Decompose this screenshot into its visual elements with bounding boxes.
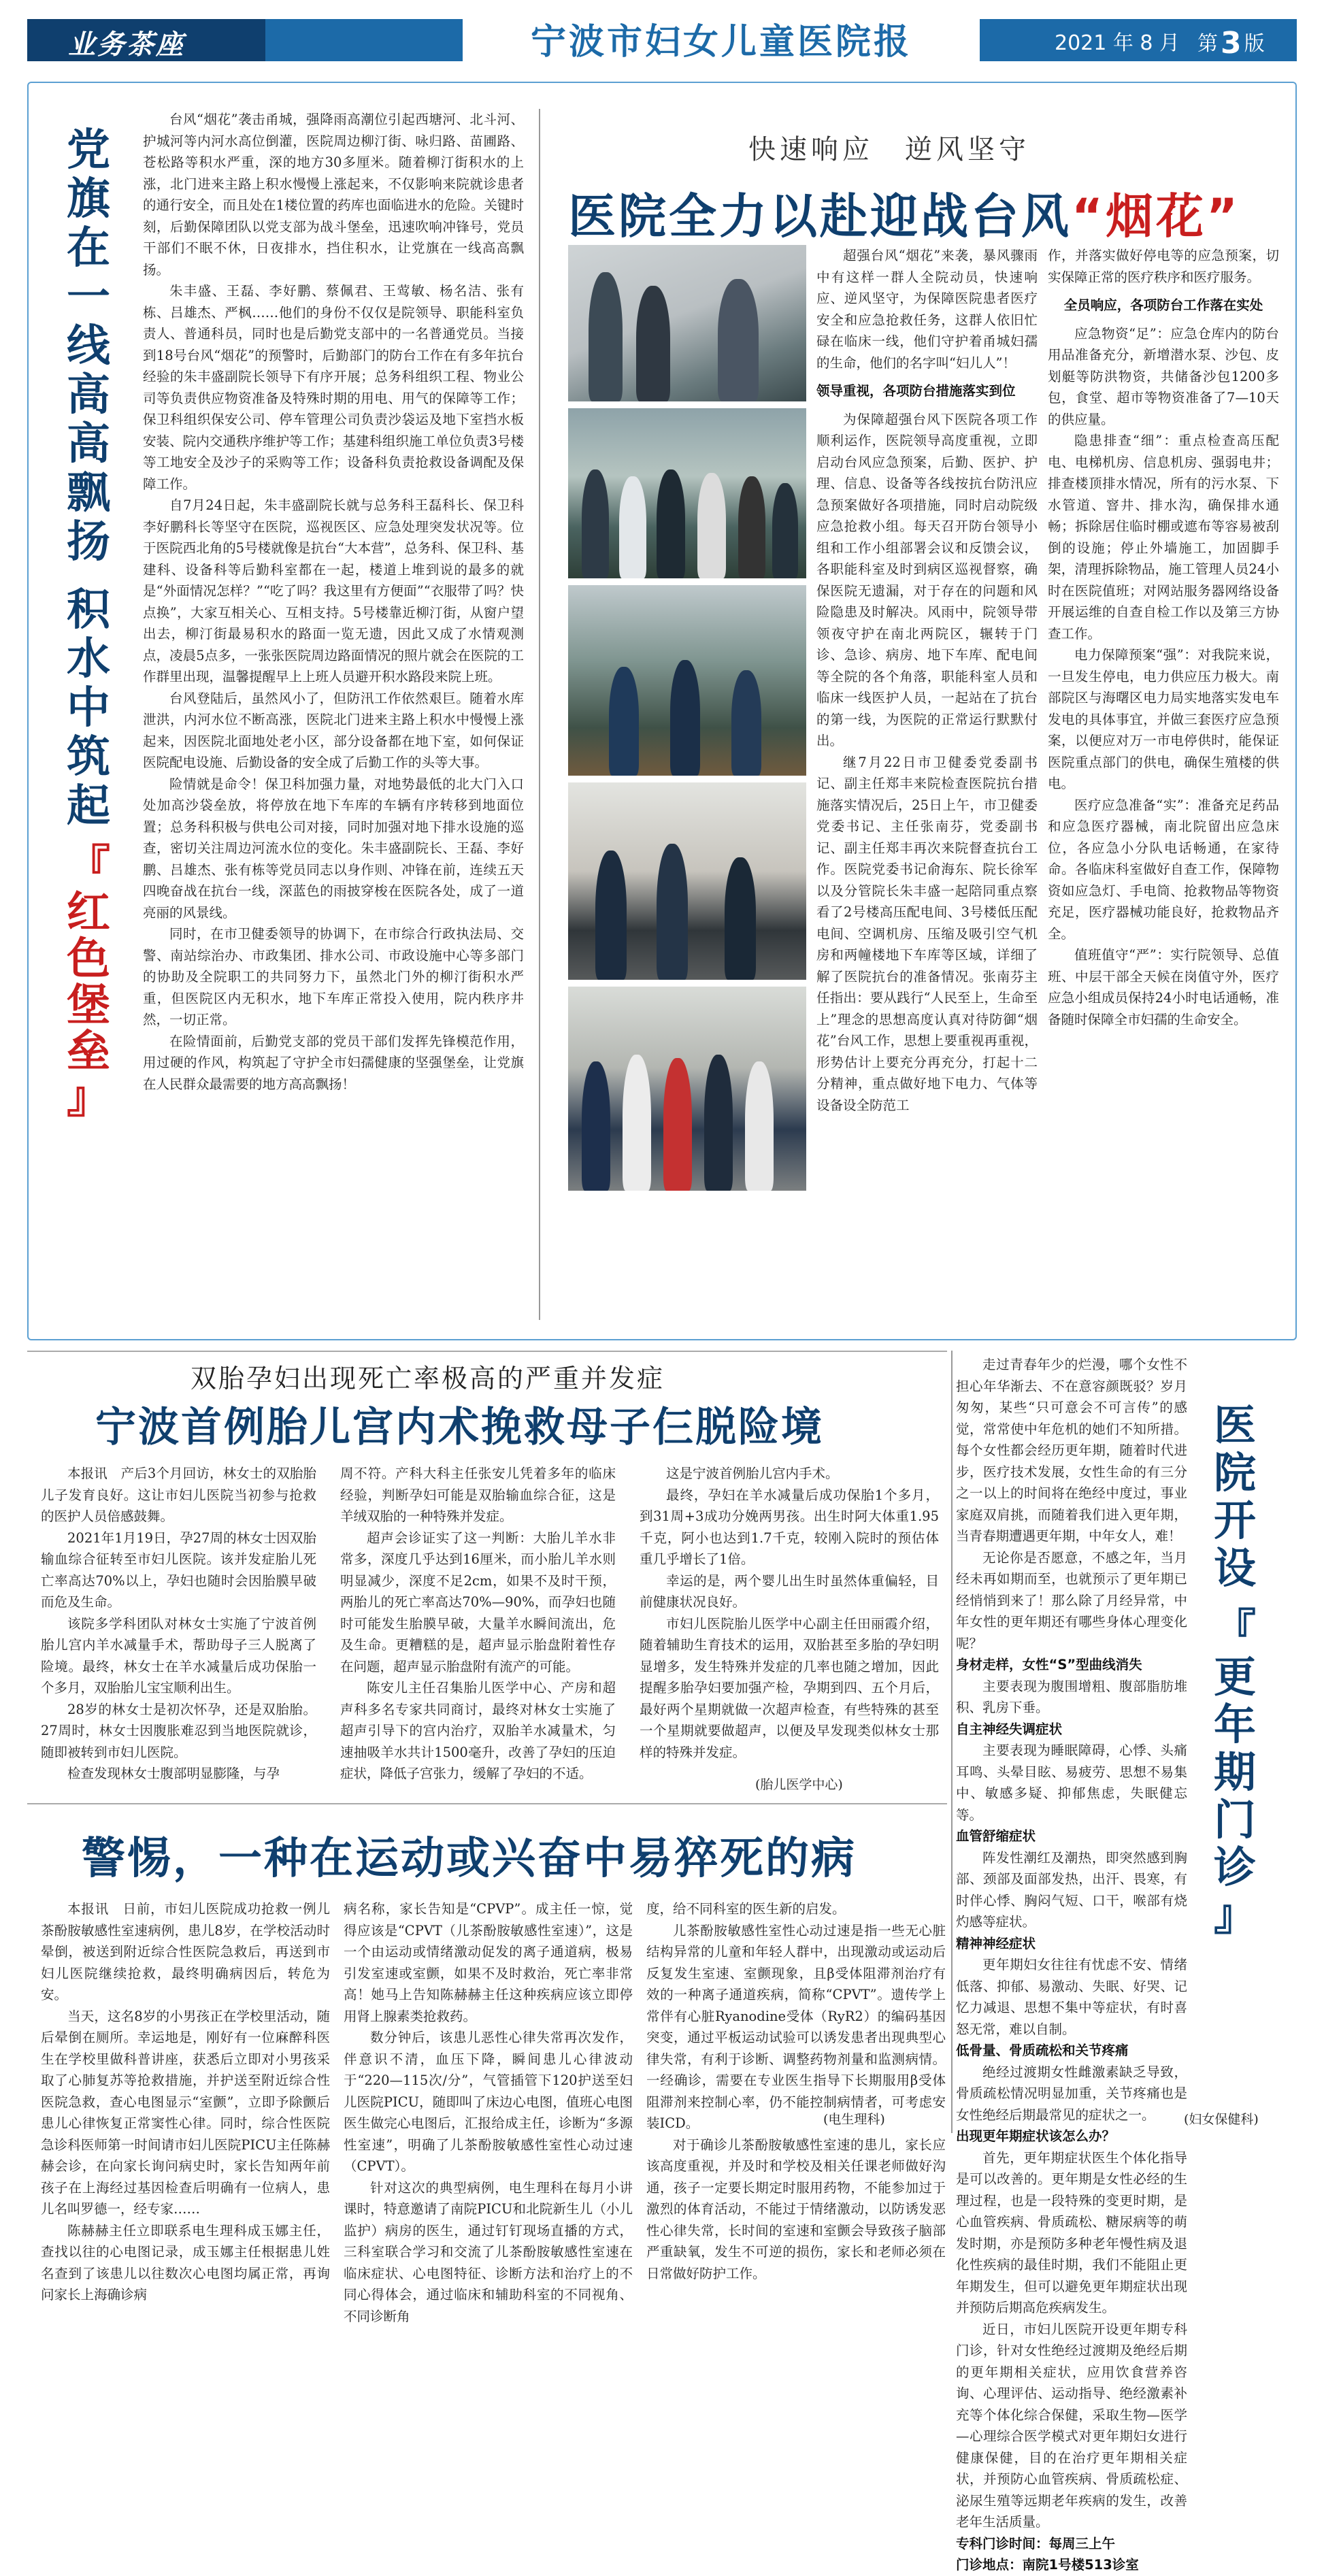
article2-headline: [568, 178, 1240, 247]
column-divider: [951, 1351, 953, 2133]
article1-body: [143, 109, 524, 1327]
article5-title-char: 『: [1213, 1604, 1256, 1654]
article2-paragraph: 值班值守“严”：实行院领导、总值班、中层干部全天候在岗值守外，医疗应急小组成员保持24小时电话通畅，准备随时保障全市妇孺的生命安全。: [1048, 947, 1279, 1027]
article1-title-char: 起: [67, 781, 110, 831]
divider: [27, 1803, 947, 1804]
article4-paragraph: 当天，这名8岁的小男孩正在学校里活动，随后晕倒在厕所。幸运地是，刚好有一位麻醉科医生在学校里做科普讲座，获悉后立即对小男孩采取了心肺复苏等抢救措施，并护送至附近综合性医院急救，查心电图显示“室颤”，立即予除颤后患儿心律恢复正常窦性心律。同时，综合性医院急诊科医师第一时间请市妇儿医院PICU主任陈赫赫会诊，在向家长询问病史时，家长告知两年前孩子在上海经过基因检查后明确有一位病人，患儿名叫罗德一，经专家……: [41, 2008, 330, 2217]
article4-paragraph: 病名称，家长告知是“CPVP”。成主任一惊，觉得应该是“CPVT（儿茶酚胺敏感性室速）”，这是一个由运动或情绪激动促发的离子通道病，极易引发室速或室颤，如果不及时救治，死亡率非常高！她马上告知陈赫赫主任这种疾病应该立即停用肾上腺素类抢救药。: [344, 1901, 633, 2024]
article5-subhead: 身材走样，女性“S”型曲线消失: [956, 1657, 1142, 1672]
article5-title-char: 设: [1213, 1543, 1256, 1593]
photo-team-outdoor: [568, 408, 806, 578]
article5-paragraph: 绝经过渡期女性雌激素缺乏导致，骨质疏松情况明显加重，关节疼痛也是女性绝经后期最常见的症状之一。: [956, 2064, 1187, 2123]
article5-title-char: 』: [1213, 1890, 1256, 1940]
article5-title-line1: [1204, 1402, 1265, 1592]
section-name: 业务茶座: [68, 29, 185, 61]
article3-paragraph: 本报讯 产后3个月回访，林女士的双胎胎儿子发育良好。这让市妇儿医院当初参与抢救的医护人员倍感鼓舞。: [41, 1466, 316, 1524]
column-divider: [539, 109, 540, 1320]
article1-title-char: 』: [67, 1073, 110, 1123]
article2-paragraph: 应急物资“足”：应急仓库内的防台用品准备充分，新增潜水泵、沙包、皮划艇等防洪物资，共储备沙包1200多包，食堂、超市等物资准备了7—10天的供应量。: [1048, 325, 1279, 427]
article2-kicker: 快速响应 逆风坚守: [748, 134, 1030, 165]
article5-clinic-time: 专科门诊时间：每周三上午: [956, 2535, 1116, 2552]
photo-equipment-room: [568, 245, 806, 401]
photo-inspection: [568, 987, 806, 1191]
article5-title-char: 医: [1213, 1400, 1256, 1450]
article4-paragraph: 度，给不同科室的医生新的启发。: [646, 1901, 846, 1917]
article5-clinic-location: 门诊地点：南院1号楼513诊室: [956, 2557, 1139, 2573]
article2-paragraph: 隐患排查“细”：重点检查高压配电、电梯机房、信息机房、强弱电井；排查楼顶排水情况，所有的污水泵、下水管道、窨井、排水沟，确保排水通畅；拆除居住临时棚或遮布等容易被刮倒的设施；停止外墙施工，加固脚手架，清理拆除物品，施工管理人员24小时在医院值班；对网站服务器网络设备开展运维的自查自检工作以及第三方协查工作。: [1048, 433, 1279, 642]
article3-kicker: 双胎孕妇出现死亡率极高的严重并发症: [191, 1364, 665, 1393]
article3-paragraph: 超声会诊证实了这一判断：大胎儿羊水非常多，深度几乎达到16厘米，而小胎儿羊水则明显减少，深度不足2cm，如果不及时干预，两胎儿的死亡率高达70%—90%，而孕妇也随时可能发生胎膜早破，大量羊水瞬间流出，危及生命。更糟糕的是，超声显示胎盘附着性存在问题，超声显示胎盘附有流产的可能。: [340, 1530, 616, 1674]
article3-paragraph: 检查发现林女士腹部明显膨隆，与孕: [67, 1766, 280, 1781]
article4-paragraph: 针对这次的典型病例，电生理科在每月小讲课时，特意邀请了南院PICU和北院新生儿（小儿监护）病房的医生，通过钉钉现场直播的方式，三科室联合学习和交流了儿茶酚胺敏感性室速在临床症状、心电图特征、诊断方法和治疗上的不同心得体会，通过临床和辅助科室的不同视角、不同诊断角: [344, 2179, 633, 2324]
article4-body: [41, 1898, 946, 2324]
article5-title-line2: [1204, 1606, 1265, 1939]
article5-title-char: 年: [1213, 1700, 1256, 1749]
article3-paragraph: 周不符。产科大科主任张安儿凭着多年的临床经验，判断孕妇可能是双胎输血综合征，这是羊绒双胎的一种特殊并发症。: [340, 1466, 616, 1524]
article4-paragraph: 儿茶酚胺敏感性室性心动过速是指一些无心脏结构异常的儿童和年轻人群中，出现激动或运动后反复发生室速、室颤现象，且β受体阻滞剂治疗有效的一种离子通道疾病，简称“CPVT”。遗传学上常伴有心脏Ryanodine受体（RyR2）的编码基因突变，通过平板运动试验可以诱发患者出现典型心律失常，有利于诊断、调整药物剂量和监测病情。一经确诊，需要在专业医生指导下长期服用β受体阻滞剂来控制心率，仍不能控制病情者，可考虑安装ICD。: [646, 1922, 946, 2131]
article5-source: (妇女保健科): [1184, 2112, 1259, 2127]
page-prefix: 第: [1197, 32, 1218, 56]
article3-paragraph: 这是宁波首例胎儿宫内手术。: [666, 1466, 839, 1481]
article5-body: [956, 1354, 1187, 2573]
article2-paragraph: 电力保障预案“强”：对我院来说，一旦发生停电，电力供应压力极大。南部院区与海曙区电力局实地落实发电车发电的具体事宜，并做三套医疗应急预案，以便应对万一市电停供时，能保证医院重点部门的供电，确保生殖楼的供电。: [1048, 647, 1279, 791]
article4-headline: 警惕，一种在运动或兴奋中易猝死的病: [82, 1833, 857, 1884]
article5-subhead: 自主神经失调症状: [956, 1721, 1063, 1737]
article5-subhead: 出现更年期症状该怎么办？: [956, 2128, 1116, 2144]
article1-title-char: 高: [67, 419, 110, 469]
page-suffix: 版: [1244, 32, 1265, 56]
article5-paragraph: 无论你是否愿意，不感之年，当月经未再如期而至，也就预示了更年期已经悄悄到来了！那么除了月经异常，中年女性的更年期还有哪些身体心理变化呢？: [956, 1549, 1187, 1651]
masthead: [0, 0, 1324, 68]
article1-title-char: 线: [67, 321, 110, 371]
article5-title-char: 开: [1213, 1496, 1256, 1545]
article1-title-char: 扬: [67, 517, 110, 567]
article3-paragraph: 最终，孕妇在羊水减量后成功保胎1个多月，到31周+3成功分娩两男孩。出生时阿大体重1.95千克，阿小也达到1.7千克，较刚入院时的预估体重几乎增长了1倍。: [640, 1487, 939, 1567]
article1-paragraph: 同时，在市卫健委领导的协调下，在市综合行政执法局、交警、南站综治办、市政集团、排水公司、市政设施中心等多部门的协助及全院职工的共同努力下，虽然北门外的柳汀街积水严重，但医院区内无积水，地下车库正常投入使用，院内秩序井然，一切正常。: [143, 926, 524, 1027]
article1-title-char: 中: [67, 683, 110, 733]
article2-paragraph: 为保障超强台风下医院各项工作顺利运作，医院领导高度重视，立即启动台风应急预案，后勤、医护、护理、信息、设备等各线按抗台防汛应急预案做好各项措施，同时启动院级应急抢救小组。每天召开防台领导小组和工作小组部署会议和反馈会议，各职能科室及时到病区巡视督察，确保医院无遗漏，对于存在的问题和风险隐患及时解决。风雨中，院领导带领夜守护在南北两院区，辗转于门诊、急诊、病房、地下车库、配电间等全院的各个角落，职能科室人员和临床一线医护人员，一起站在了抗台的第一线，为医院的正常运行默默付出。: [816, 411, 1038, 748]
article5-paragraph: 主要表现为睡眠障碍，心悸、头痛耳鸣、头晕目眩、易疲劳、思想不易集中、敏感多疑、抑郁焦虑，失眠健忘等。: [956, 1743, 1187, 1823]
article4-source: (电生理科): [823, 2112, 885, 2127]
article3-col1: [41, 1463, 316, 1785]
paper-name: 宁波市妇女儿童医院报: [463, 18, 980, 67]
article5-paragraph: 阵发性潮红及潮热，即突然感到胸部、颈部及面部发热，出汗、畏寒，有时伴心悸、胸闷气短、口干，喉部有烧灼感等症状。: [956, 1849, 1187, 1930]
page-num: 3: [1221, 26, 1242, 61]
article2-paragraph: 作，并落实做好停电等的应急预案，切实保障正常的医疗秩序和医疗服务。: [1048, 248, 1279, 285]
article4-col2: [344, 1898, 633, 2327]
article2-paragraph: 医疗应急准备“实”：准备充足药品和应急医疗器械，南北院留出应急床位，各应急小分队电话畅通，在家待命。各临床科室做好自查工作，保障物资如应急灯、手电筒、抢救物品等物资充足，医疗器械功能良好，抢救物品齐全。: [1048, 797, 1279, 942]
article5-subhead: 精神神经症状: [956, 1935, 1036, 1951]
article1-paragraph: 险情就是命令！保卫科加强力量，对地势最低的北大门入口处加高沙袋垒放，将停放在地下车库的车辆有序转移到地面位置；总务科积极与供电公司对接，同时加强对地下排水设施的巡查，密切关注周边河流水位的变化。朱丰盛副院长、王磊、李好鹏、吕雄杰、张有栋等党员同志以身作则、冲锋在前，连续五天四晚奋战在抗台一线，深蓝色的雨披穿梭在医院各处，成了一道亮丽的风景线。: [143, 776, 524, 921]
article4-col3: [646, 1898, 946, 2284]
article3-body: [41, 1463, 946, 1789]
article3-source: (胎儿医学中心): [755, 1777, 843, 1792]
article1-title-char: 一: [67, 272, 110, 323]
article4-paragraph: 数分钟后，该患儿恶性心律失常再次发作，伴意识不清，血压下降，瞬间患儿心律波动于“220—115次/分”，气管插管下120护送至妇儿医院PICU，随即叫了床边心电图，值班心电图医生做完心电图后，汇报给成主任，诊断为“多源性室速”，明确了儿茶酚胺敏感性室性心动过速（CPVT）。: [344, 2030, 633, 2174]
article2-headline-emph: “烟花”: [1072, 188, 1241, 244]
article1-title-char: 党: [67, 125, 110, 176]
article4-paragraph: 陈赫赫主任立即联系电生理科成玉娜主任，查找以往的心电图记录，成玉娜主任根据患儿姓名查到了该患儿以往数次心电图均属正常，再询问家长上海确诊病: [41, 2222, 330, 2302]
article3-paragraph: 2021年1月19日，孕27周的林女士因双胎输血综合征转至市妇儿医院。该并发症胎儿死亡率高达70%以上，孕妇也随时会因胎膜早破而危及生命。: [41, 1530, 316, 1610]
article1-title-char: 垒: [67, 1027, 110, 1077]
article5-title-char: 门: [1213, 1795, 1256, 1845]
article3-paragraph: 陈安儿主任召集胎儿医学中心、产房和超声科多名专家共同商讨，最终对林女士实施了超声引导下的宫内治疗，双胎羊水减量术，匀速抽吸羊水共计1500毫升，改善了孕妇的压迫症状，降低子宫张力，缓解了孕妇的不适。: [340, 1680, 616, 1781]
article5-paragraph: 走过青春年少的烂漫，哪个女性不担心年华渐去、不在意容颜既驳？岁月匆匆，某些“只可意会不可言传”的感觉，常常使中年危机的她们不知所措。每个女性都会经历更年期，随着时代进步，医疗技术发展，女性生命的有三分之一以上的时间将在绝经中度过，事业家庭双肩挑，而随着我们进入更年期，当青春期遭遇更年期，中年女人，难！: [956, 1357, 1187, 1544]
article5-title: [1204, 1400, 1265, 1940]
article3-paragraph: 该院多学科团队对林女士实施了宁波首例胎儿宫内羊水减量手术，帮助母子三人脱离了险境。最终，林女士在羊水减量后成功保胎一个多月，双胎胎儿宝宝顺利出生。: [41, 1615, 316, 1696]
article5-title-char: 院: [1213, 1448, 1256, 1498]
article1-title-char: 在: [67, 223, 110, 274]
article1-title-char: 筑: [67, 732, 110, 782]
article1-title-char: 积: [67, 585, 110, 635]
article5-paragraph: 近日，市妇儿医院开设更年期专科门诊，针对女性绝经过渡期及绝经后期的更年期相关症状，应用饮食营养咨询、心理评估、运动指导、绝经激素补充等个体化综合保健，采取生物—医学—心理综合医学模式对更年期妇女进行健康保健，目的在治疗更年期相关症状，并预防心血管疾病、骨质疏松症、泌尿生殖等远期老年疾病的发生，改善老年生活质量。: [956, 2321, 1187, 2530]
article1-title-char: 色: [67, 934, 110, 985]
article2-body-col2: [1048, 245, 1279, 1327]
article1-title-char: 水: [67, 634, 110, 684]
article1-title-line2: [61, 586, 116, 831]
article1-paragraph: 台风“烟花”袭击甬城，强降雨高潮位引起西塘河、北斗河、护城河等内河水高位倒灌，医院周边柳汀街、咏归路、苗圃路、苍松路等积水严重，深的地方30多厘米。随着柳汀街积水的上涨，北门进来主路上积水慢慢上涨起来，不仅影响来院就诊患者的通行安全，而且处在1楼位置的药库也面临进水的危险。关键时刻，后勤保障团队以党支部为战斗堡垒，迅速吹响冲锋号，党员干部们不眠不休，日夜排水，挡住积水，让党旗在一线高高飘扬。: [143, 112, 524, 278]
article1-title-char: 飘: [67, 468, 110, 518]
article1-title-char: 堡: [67, 980, 110, 1031]
article1-title-line3: [60, 844, 117, 1245]
article1-paragraph: 在险情面前，后勤党支部的党员干部们发挥先锋模范作用，用过硬的作风，构筑起了守护全市妇孺健康的坚强堡垒，让党旗在人民群众最需要的地方高高飘扬！: [143, 1033, 524, 1092]
article3-col3: [640, 1463, 939, 1763]
article2-subhead: 全员响应，各项防台工作落在实处: [1063, 297, 1263, 313]
article5-title-char: 期: [1213, 1747, 1256, 1797]
article2-headline-main: 医院全力以赴迎战台风: [568, 188, 1072, 244]
article2-body-col1: [816, 245, 1038, 1327]
article1-title-char: 旗: [67, 174, 110, 225]
article4-paragraph: 对于确诊儿茶酚胺敏感性室速的患儿，家长应该高度重视，并及时和学校及相关任课老师做好沟通，孩子一定要长期定时服用药物，不能参加过于激烈的体育活动，不能过于情绪激动，以防诱发恶性心律失常，长时间的室速和室颤会导致孩子脑部严重缺氧，发生不可逆的损伤，家长和老师必须在日常做好防护工作。: [646, 2136, 946, 2281]
article1-paragraph: 自7月24日起，朱丰盛副院长就与总务科王磊科长、保卫科李好鹏科长等坚守在医院，巡视医区、应急处理突发状况等。位于医院西北角的5号楼就像是抗台“大本营”，总务科、保卫科、基建科、设备科等后勤科室都在一起，楼道上堆到说的最多的就是“外面情况怎样？”“吃了吗？我这里有方便面”“衣服带了吗？快点换”，大家互相关心、互相支持。5号楼靠近柳汀街，从窗户望出去，柳汀街最易积水的路面一览无遗，因此又成了水情观测点，凌晨5点多，一张张医院周边路面情况的照片就会在医院的工作群里出现，温馨提醒早上上班人员避开积水路段来院上班。: [143, 497, 524, 684]
article2-paragraph: 超强台风“烟花”来袭，暴风骤雨中有这样一群人全院动员，快速响应、逆风坚守，为保障医院患者医疗安全和应急抢救任务，这群人依旧忙碌在临床一线，他们守护着甬城妇孺的生命，他们的名字叫“妇儿人”！: [816, 248, 1038, 371]
article2-paragraph: 继7月22日市卫健委党委副书记、副主任郑丰来院检查医院抗台措施落实情况后，25日上午，市卫健委党委书记、主任张南芬，党委副书记、副主任郑丰再次来院督查抗台工作。医院党委书记俞海东、院长徐军以及分管院长朱丰盛一起陪同重点察看了2号楼高压配电间、3号楼低压配电间、空调机房、压缩及吸引空气机房和两幢楼地下车库等区域，详细了解了医院抗台的准备情况。张南芬主任指出：要从践行“人民至上，生命至上”理念的思想高度认真对待防御“烟花”台风工作，思想上要重视再重视，形势估计上要充分再充分，打起十二分精神，重点做好地下电力、气体等设备设全防范工: [816, 754, 1038, 1113]
article1-title-char: 红: [67, 888, 110, 938]
article5-paragraph: 更年期妇女往往有忧虑不安、情绪低落、抑郁、易激动、失眠、好哭、记忆力减退、思想不集中等症状，有时喜怒无常，难以自制。: [956, 1957, 1187, 2037]
article1-title-char: 『: [67, 842, 110, 892]
article4-col1: [41, 1898, 330, 2306]
photo-sandbags: [568, 782, 806, 980]
article2-subhead: 领导重视，各项防台措施落实到位: [816, 383, 1016, 399]
divider: [27, 1351, 947, 1352]
photo-flooded-street: [568, 585, 806, 776]
article5-paragraph: 首先，更年期症状医生个体化指导是可以改善的。更年期是女性必经的生理过程，也是一段特殊的变更时期，是心血管疾病、骨质疏松、糖尿病等的萌发时期，亦是预防多种老年慢性病及退化性疾病的最佳时期，我们不能阻止更年期发生，但可以避免更年期症状出现并预防后期高危疾病发生。: [956, 2149, 1187, 2315]
article3-col2: [340, 1463, 616, 1785]
issue-date: 2021 年 8 月: [1055, 31, 1180, 55]
article5-paragraph: 主要表现为腹围增粗、腹部脂肪堆积、乳房下垂。: [956, 1678, 1187, 1715]
article5-title-char: 更: [1213, 1652, 1256, 1702]
article3-paragraph: 幸运的是，两个婴儿出生时虽然体重偏轻，目前健康状况良好。: [640, 1572, 939, 1610]
article3-paragraph: 28岁的林女士是初次怀孕，还是双胎胎。27周时，林女士因腹胀难忍到当地医院就诊，随即被转到市妇儿医院。: [41, 1701, 316, 1760]
article1-paragraph: 朱丰盛、王磊、李好鹏、蔡佩君、王莺敏、杨名洁、张有栋、吕雄杰、严枫……他们的身份不仅仅是院领导、职能科室负责人、普通科员，同时也是后勤党支部中的一名普通党员。当接到18号台风“烟花”的预警时，后勤部门的防台工作在有多年抗台经验的朱丰盛副院长领导下有序开展；总务科组织工程、物业公司等负责供应物资准备及特殊时期的用电、用气的保障等工作；保卫科组织保安公司、停车管理公司负责沙袋运及地下室挡水板安装、院内交通秩序维护等工作；基建科组织施工单位负责3号楼等工地安全及沙子的采购等工作；设备科负责抢救设备调配及保障工作。: [143, 283, 524, 492]
article3-paragraph: 市妇儿医院胎儿医学中心副主任田丽霞介绍，随着辅助生育技术的运用，双胎甚至多胎的孕妇明显增多，发生特殊并发症的几率也随之增加，因此提醒多胎孕妇要加强产检，孕期到四、五个月后，最好两个星期就做一次超声检查，有些特殊的甚至一个星期就要做超声，以便及早发现类似林女士那样的特殊并发症。: [640, 1615, 939, 1760]
article4-paragraph: 本报讯 日前，市妇儿医院成功抢救一例儿茶酚胺敏感性室速病例，患儿8岁，在学校活动时晕倒，被送到附近综合性医院急救后，再送到市妇儿医院继续抢救，最终明确病因后，转危为安。: [41, 1901, 330, 2002]
article1-title-line1: [61, 126, 116, 567]
article1-title-char: 高: [67, 370, 110, 420]
article5-subhead: 低骨量、骨质疏松和关节疼痛: [956, 2043, 1129, 2058]
page-number: [1197, 26, 1265, 61]
article5-title-char: 诊: [1213, 1843, 1256, 1892]
article1-paragraph: 台风登陆后，虽然风小了，但防汛工作依然艰巨。随着水库泄洪，内河水位不断高涨，医院北门进来主路上积水中慢慢上涨起来，因医院北面地处老小区，部分设备都在地下室，如何保证医院配电设施、后勤设备的安全成了后勤工作的头等大事。: [143, 690, 524, 770]
article1-title: [61, 126, 116, 942]
article5-subhead: 血管舒缩症状: [956, 1828, 1036, 1844]
article3-headline: 宁波首例胎儿宫内术挽救母子仨脱险境: [95, 1404, 824, 1451]
